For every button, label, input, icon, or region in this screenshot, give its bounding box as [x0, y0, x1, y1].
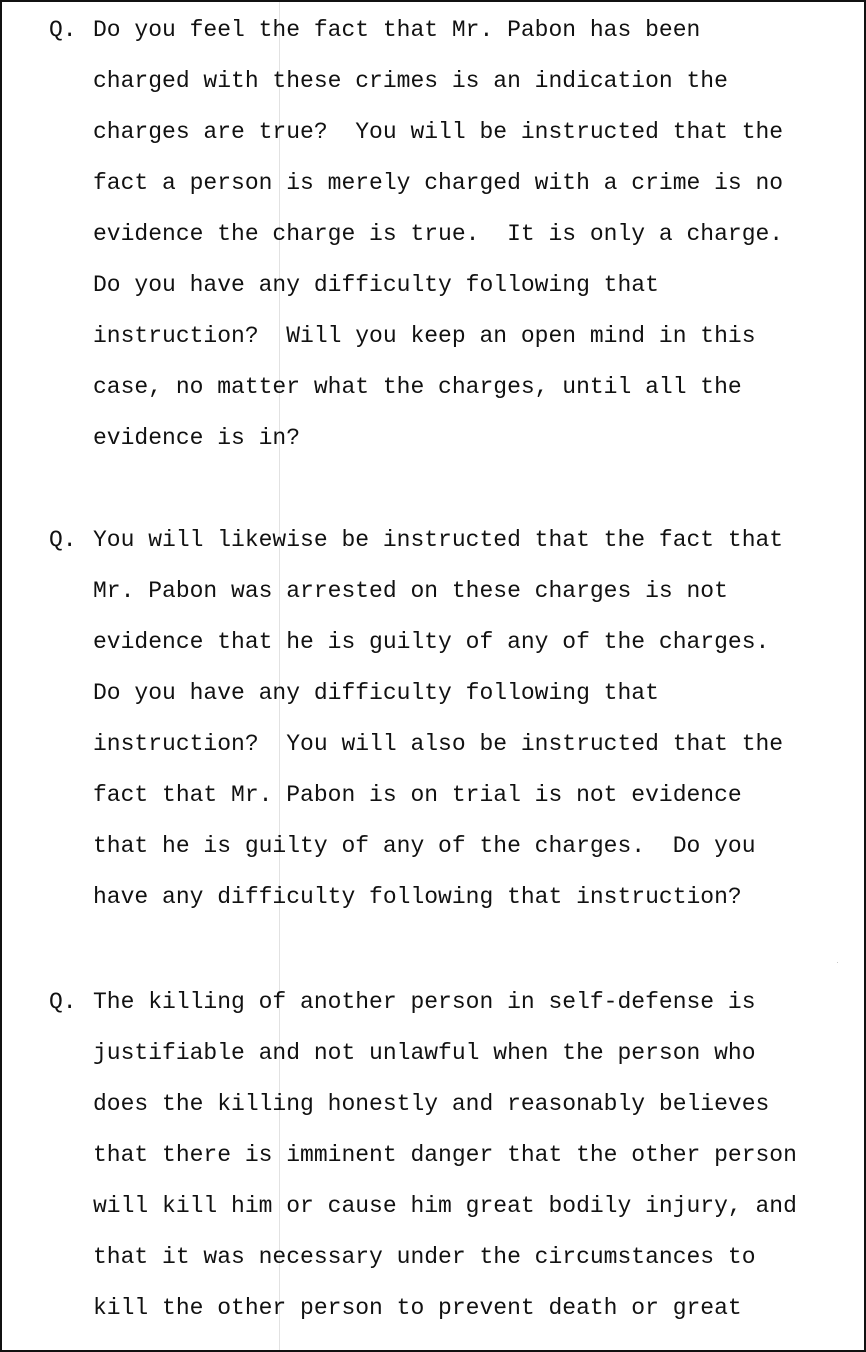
question-line: justifiable and not unlawful when the person who: [93, 1040, 756, 1066]
question-line: Do you feel the fact that Mr. Pabon has been: [93, 17, 701, 43]
scan-speck: [837, 962, 838, 963]
question-line: that he is guilty of any of the charges. Do you: [93, 833, 756, 859]
question-line: evidence is in?: [93, 425, 301, 451]
question-line: charges are true? You will be instructed that the: [93, 119, 784, 145]
question-text: [93, 515, 783, 923]
question-line: instruction? You will also be instructed that the: [93, 731, 784, 757]
question-line: instruction? Will you keep an open mind in this: [93, 323, 756, 349]
question-marker: Q.: [49, 17, 77, 43]
question-line: fact that Mr. Pabon is on trial is not evidence: [93, 782, 742, 808]
question-line: have any difficulty following that instruction?: [93, 884, 742, 910]
question-text: [93, 977, 797, 1334]
question-line: evidence the charge is true. It is only a charge.: [93, 221, 784, 247]
question-line: The killing of another person in self-defense is: [93, 989, 756, 1015]
question-line: charged with these crimes is an indication the: [93, 68, 728, 94]
question-line: Mr. Pabon was arrested on these charges is not: [93, 578, 728, 604]
question-marker: Q.: [49, 527, 77, 553]
question-line: evidence that he is guilty of any of the charges.: [93, 629, 770, 655]
question-line: fact a person is merely charged with a crime is no: [93, 170, 784, 196]
question-line: does the killing honestly and reasonably believes: [93, 1091, 770, 1117]
question-line: will kill him or cause him great bodily injury, and: [93, 1193, 797, 1219]
question-line: case, no matter what the charges, until all the: [93, 374, 742, 400]
question-line: Do you have any difficulty following that: [93, 272, 659, 298]
question-line: that there is imminent danger that the other person: [93, 1142, 797, 1168]
question-line: You will likewise be instructed that the fact that: [93, 527, 784, 553]
question-text: [93, 5, 783, 464]
question-line: that it was necessary under the circumstances to: [93, 1244, 756, 1270]
question-marker: Q.: [49, 989, 77, 1015]
question-line: Do you have any difficulty following that: [93, 680, 659, 706]
question-line: kill the other person to prevent death or great: [93, 1295, 742, 1321]
